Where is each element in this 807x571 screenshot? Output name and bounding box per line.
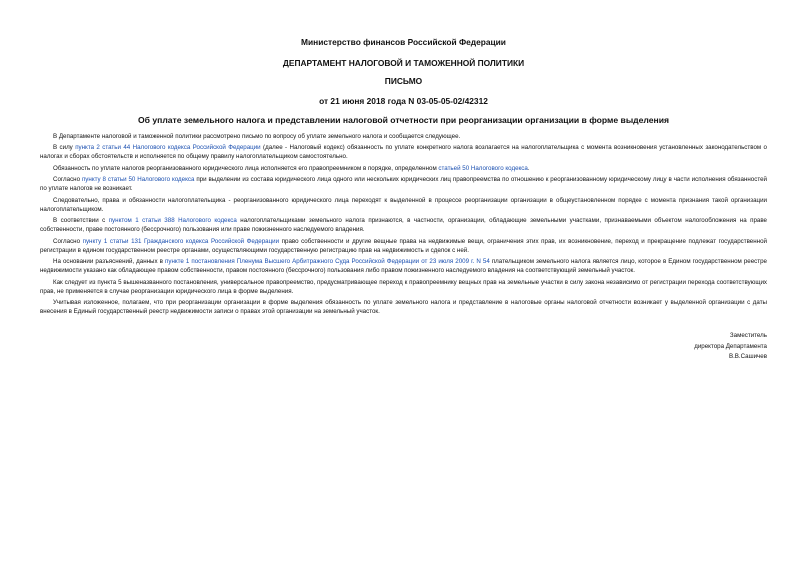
law-link[interactable]: пунктом 1 статьи 388 Налогового кодекса: [108, 217, 237, 225]
signature-block: [694, 331, 767, 363]
paragraph-5: Следовательно, права и обязанности налогоплательщика - реорганизованного юридического лица переходят к выделенной в процессе реорганизации организации в общеустановленном порядке с момента признания такой организации налогоплательщиком.: [40, 196, 767, 213]
ministry-heading: Министерство финансов Российской Федерации: [301, 37, 506, 47]
paragraph-9: Как следует из пункта 5 вышеназванного постановления, универсальное правопреемство, предусматривающее переход к правопреемнику вещных прав на земельные участки в силу закона независимо от регистрации перехода соответствующих прав, не применяется в случае реорганизации юридического лица в форме выделения.: [40, 278, 767, 295]
paragraph-4: Согласно пункту 8 статьи 50 Налогового кодекса при выделении из состава юридического лица одного или нескольких юридических лиц правопреемства по отношению к реорганизованному юридическому лицу в части исполнения обязанностей по уплате налогов не возникает.: [40, 176, 767, 193]
date-number-heading: от 21 июня 2018 года N 03-05-05-02/42312: [319, 96, 488, 106]
paragraph-10: Учитывая изложенное, полагаем, что при реорганизации организации в форме выделения обязанность по уплате земельного налога и представление в налоговые органы налоговой отчетности возникает у выделенной организации с даты внесения в Единый государственный реестр недвижимости записи о правах этой организации на земельный участок.: [40, 299, 767, 316]
paragraph-7: Согласно пункту 1 статьи 131 Гражданского кодекса Российской Федерации право собственности и другие вещные права на недвижимые вещи, ограничения этих прав, их возникновение, переход и прекращение подлежат государственной регистрации в едином государственном реестре органами, осуществляющими государственную регистрацию прав на недвижимость и сделок с ней.: [40, 237, 767, 254]
law-link[interactable]: пункта 2 статьи 44 Налогового кодекса Российской Федерации: [75, 144, 261, 152]
law-link[interactable]: статьей 50 Налогового кодекса: [438, 164, 528, 172]
signer-title-1: Заместитель: [729, 332, 767, 339]
letter-body: [40, 132, 767, 319]
law-link[interactable]: пункте 1 постановления Пленума Высшего Арбитражного Суда Российской Федерации от 23 июля 2009 г. N 54: [165, 258, 490, 266]
paragraph-3: Обязанность по уплате налогов реорганизованного юридического лица исполняется его правопреемником в порядке, определенном статьей 50 Налогового кодекса.: [53, 164, 530, 172]
paragraph-2: В силу пункта 2 статьи 44 Налогового кодекса Российской Федерации (далее - Налоговый кодекс) обязанность по уплате конкретного налога возлагается на налогоплательщика с момента возникновения установленных законодательством о налогах и сборах обстоятельств и исполняется по общему правилу налогоплательщиком самостоятельно.: [40, 144, 767, 161]
paragraph-1: В Департаменте налоговой и таможенной политики рассмотрено письмо по вопросу об уплате земельного налога и сообщается следующее.: [53, 133, 461, 140]
paragraph-8: На основании разъяснений, данных в пункте 1 постановления Пленума Высшего Арбитражного Суда Российской Федерации от 23 июля 2009 г. N 54 плательщиком земельного налога является лицо, которое в Едином государственном реестре недвижимости указано как обладающее правом собственности, правом постоянного (бессрочного) пользования либо правом пожизненного наследуемого владения на соответствующий земельный участок.: [40, 258, 767, 275]
law-link[interactable]: пункту 1 статьи 131 Гражданского кодекса Российской Федерации: [82, 237, 280, 245]
law-link[interactable]: пункту 8 статьи 50 Налогового кодекса: [81, 176, 195, 184]
doc-type-heading: ПИСЬМО: [384, 76, 423, 86]
signer-title-2: директора Департамента: [694, 342, 767, 350]
signer-name: В.В.Сашичев: [728, 353, 767, 360]
paragraph-6: В соответствии с пунктом 1 статьи 388 Налогового кодекса налогоплательщиками земельного налога признаются, в частности, организации, обладающие земельными участками, признаваемыми объектом налогообложения на праве собственности, праве постоянного (бессрочного) пользования или праве пожизненного наследуемого владения.: [40, 217, 767, 234]
department-heading: ДЕПАРТАМЕНТ НАЛОГОВОЙ И ТАМОЖЕННОЙ ПОЛИТИКИ: [282, 58, 525, 68]
subject-heading: Об уплате земельного налога и представлении налоговой отчетности при реорганизации организации в форме выделения: [137, 115, 670, 125]
